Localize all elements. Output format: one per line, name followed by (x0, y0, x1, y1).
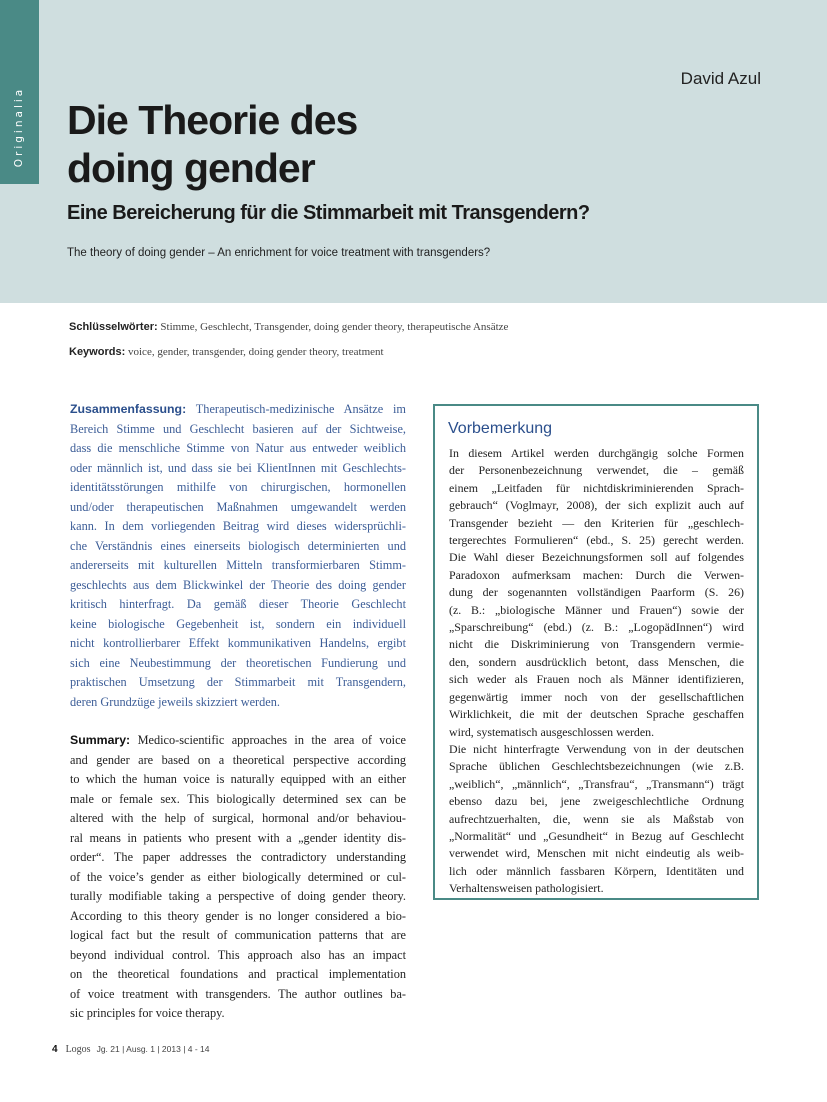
text-line-content: verwendet wird, Menschen mit nicht eindeutig als weib- (449, 846, 744, 861)
text-line-content: of voice treatment with transgenders. The author outlines ba- (70, 986, 406, 1001)
text-line (449, 532, 744, 549)
text-line-content: In diesem Artikel werden durchgängig solche Formen (449, 446, 744, 460)
text-line (70, 848, 406, 868)
text-line-content: und/oder therapeutischen Maßnahmen umgewandelt werden (70, 499, 406, 514)
text-line-content: che Verständnis eines einerseits biologisch determinierten und (70, 538, 406, 553)
text-line-content: Paradoxon aufmerksam machen: Durch die Verwen- (449, 567, 744, 582)
text-line (449, 741, 744, 758)
text-line-content: altered with the help of surgical, hormonal and/or behaviou- (70, 811, 406, 825)
text-line (70, 887, 406, 907)
text-line (449, 445, 744, 462)
text-line (449, 671, 744, 688)
text-line-content: ral means in patients who present with a „gender identity dis- (70, 830, 406, 845)
keywords-german (69, 321, 508, 333)
keywords-german-text: Stimme, Geschlecht, Transgender, doing gender theory, therapeutische Ansätze (160, 321, 509, 333)
text-line (70, 595, 406, 615)
text-line (70, 576, 406, 596)
text-line (70, 809, 406, 829)
text-line-content: to which the human voice is naturally equipped with an either (70, 772, 406, 786)
text-line-content: andererseits mit kulturellen Mitteln transformierbaren Stimm- (70, 558, 406, 572)
text-line-content: tergerechtes Formulieren“ (ebd., S. 25) gerecht werden. (449, 533, 744, 548)
text-line (70, 556, 406, 576)
text-line (449, 549, 744, 566)
preface-title: Vorbemerkung (448, 420, 553, 437)
text-line-content: According to this theory gender is no longer considered a bio- (70, 908, 406, 923)
text-line (70, 751, 406, 771)
text-line (70, 654, 406, 674)
text-line (70, 673, 406, 693)
text-line (70, 965, 406, 985)
text-line-content: „weiblich“, „männlich“, „Transfrau“, „Transmann“) trägt (449, 776, 744, 791)
text-line-content: Die nicht hinterfragte Verwendung von in der deutschen (449, 741, 744, 756)
text-line-content: logical fact but the result of communication patterns that are (70, 928, 406, 942)
text-line (70, 868, 406, 888)
text-line (449, 515, 744, 532)
keywords-english (69, 346, 384, 358)
text-line-content: on the theoretical foundations and practical implementation (70, 967, 406, 981)
text-line-content: kritisch hinterfragt. Da gemäß dieser Theorie Geschlecht (70, 597, 406, 611)
text-line-content: nicht die Diskriminierung von Transgendern vermie- (449, 637, 744, 652)
text-line-content: Therapeutisch-medizinische Ansätze im (195, 402, 406, 416)
text-line (449, 584, 744, 601)
journal-name: Logos (65, 1044, 91, 1055)
text-line (70, 439, 406, 459)
text-line (70, 907, 406, 927)
text-line (70, 537, 406, 557)
text-line-content: and gender are based on a theoretical perspective according (70, 752, 406, 767)
text-line (70, 790, 406, 810)
text-line (449, 828, 744, 845)
text-line (449, 758, 744, 775)
english-title: The theory of doing gender – An enrichment for voice treatment with transgenders? (67, 247, 491, 259)
text-line-content: beyond individual control. This approach also has an impact (70, 947, 406, 962)
text-line-content: deren Grundzüge jeweils skizziert werden. (70, 694, 280, 709)
text-line (70, 517, 406, 537)
text-line-content: „Normalität“ und „Gesundheit“ in Bezug auf Geschlecht (449, 828, 744, 843)
text-line-content: dass die menschliche Stimme von Natur aus entweder weiblich (70, 441, 406, 455)
text-line-content: order“. The paper addresses the contradictory understanding (70, 850, 406, 864)
text-line (70, 615, 406, 635)
text-line (70, 400, 406, 420)
title-line: Die Theorie des (67, 97, 358, 143)
text-line-content: aufrechtzuerhalten, die, wenn sie als Maßstab von (449, 811, 744, 826)
text-line (449, 880, 744, 897)
text-line (449, 811, 744, 828)
text-line-content: wird, systematisch ausgeschlossen werden. (449, 724, 655, 739)
author-name: David Azul (680, 69, 761, 88)
text-line (449, 776, 744, 793)
page-number: 4 (52, 1044, 58, 1055)
text-line (70, 693, 406, 713)
text-line-content: nicht kontrollierbarer Effekt kommunikativen Handelns, ergibt (70, 636, 406, 650)
text-line (449, 724, 744, 741)
page-footer (52, 1044, 210, 1055)
text-line (70, 420, 406, 440)
text-line (70, 926, 406, 946)
keywords-german-label: Schlüsselwörter: (69, 321, 158, 333)
text-line-content: geschlechts aus dem Blickwinkel der Theorie des doing gender (70, 577, 406, 592)
text-line (449, 619, 744, 636)
text-line-content: lich oder männlich fassbaren Körpern, Identitäten und (449, 863, 744, 878)
text-line (449, 654, 744, 671)
abstract-german (70, 400, 406, 712)
text-line-content: einem „Leitfaden für nichtdiskriminierenden Sprach- (449, 480, 744, 495)
text-line-content: sich eine Neubestimmung der theoretischen Fundierung und (70, 655, 406, 670)
text-line (449, 567, 744, 584)
text-line (70, 770, 406, 790)
text-line (449, 706, 744, 723)
text-line (449, 480, 744, 497)
text-line-content: sich weder als Frauen noch als Männer identifizieren, (449, 672, 744, 687)
preface-text (449, 445, 744, 898)
article-subtitle: Eine Bereicherung für die Stimmarbeit mit Transgendern? (67, 202, 590, 224)
text-line (449, 845, 744, 862)
text-line-content: ebenso dazu bei, jene zweigeschlechtliche Ordnung (449, 794, 744, 809)
text-line-content: sic principles for voice therapy. (70, 1006, 225, 1020)
text-line-content: der Personenbezeichnung verwendet, die – gemäß (449, 463, 744, 478)
text-line-content: den, sondern ausdrücklich betont, dass Menschen, die (449, 654, 744, 669)
text-line-content: Verhaltensweisen pathologisiert. (449, 881, 604, 896)
text-line (70, 829, 406, 849)
text-line (449, 462, 744, 479)
text-line (70, 1004, 406, 1024)
text-line (70, 731, 406, 751)
text-line-content: gebrauch“ (Voglmayr, 2008), der sich explizit auch auf (449, 498, 744, 513)
text-line (449, 602, 744, 619)
text-line-content: of the voice’s gender as either biologically determined or cul- (70, 869, 406, 884)
text-line-content: Medico-scientific approaches in the area of voice (137, 733, 406, 747)
text-line-content: kann. In dem vorliegenden Beitrag wird dieses widersprüchli- (70, 519, 406, 533)
text-line (70, 459, 406, 479)
text-line-content: praktischen Umsetzung der Stimmarbeit mit Transgendern, (70, 675, 406, 689)
text-line-content: keine biologische Gegebenheit ist, sondern ein individuell (70, 616, 406, 631)
summary-label: Summary: (70, 733, 131, 747)
text-line-content: male or female sex. This biologically determined sex can be (70, 791, 406, 806)
journal-details: Jg. 21 | Ausg. 1 | 2013 | 4 - 14 (96, 1044, 210, 1054)
text-line-content: Transgender bezieht — den Kriterien für „geschlech- (449, 515, 744, 530)
text-line (70, 946, 406, 966)
section-tab-label: Originalia (13, 86, 25, 168)
keywords-english-label: Keywords: (69, 346, 126, 358)
text-line-content: gegenwärtig immer noch von der gesellschaftlichen (449, 689, 744, 704)
text-line-content: „Sparschreibung“ (ebd.) (z. B.: „LogopädInnen“) wird (449, 620, 744, 635)
text-line (449, 863, 744, 880)
text-line-content: oder männlich ist, und dass sie bei KlientInnen mit Geschlechts- (70, 460, 406, 475)
abstract-label: Zusammenfassung: (70, 402, 187, 416)
text-line-content: Sprache üblichen Geschlechtsbezeichnungen (wie z.B. (449, 759, 744, 774)
text-line-content: Bereich Stimme und Geschlecht basieren auf der Sichtweise, (70, 421, 406, 436)
title-line: doing gender (67, 145, 315, 191)
text-line (449, 636, 744, 653)
text-line (449, 689, 744, 706)
text-line-content: Die Wahl dieser Bezeichnungsformen soll auf folgendes (449, 550, 744, 565)
text-line (449, 793, 744, 810)
text-line (70, 478, 406, 498)
text-line (70, 498, 406, 518)
text-line-content: (z. B.: „biologische Männer und Frauen“) sowie der (449, 602, 744, 617)
article-title (67, 96, 357, 192)
text-line (70, 985, 406, 1005)
keywords-english-text: voice, gender, transgender, doing gender theory, treatment (128, 346, 384, 358)
text-line (449, 497, 744, 514)
text-line-content: turally modifiable taking a perspective of doing gender theory. (70, 889, 406, 903)
text-line-content: identitätsstörungen mithilfe von chirurgischen, hormonellen (70, 480, 406, 494)
text-line-content: Wirklichkeit, die mit der deutschen Sprache geschaffen (449, 707, 744, 722)
text-line-content: dung der sogenannten vollständigen Paarform (S. 26) (449, 585, 744, 600)
text-line (70, 634, 406, 654)
summary-english (70, 731, 406, 1024)
